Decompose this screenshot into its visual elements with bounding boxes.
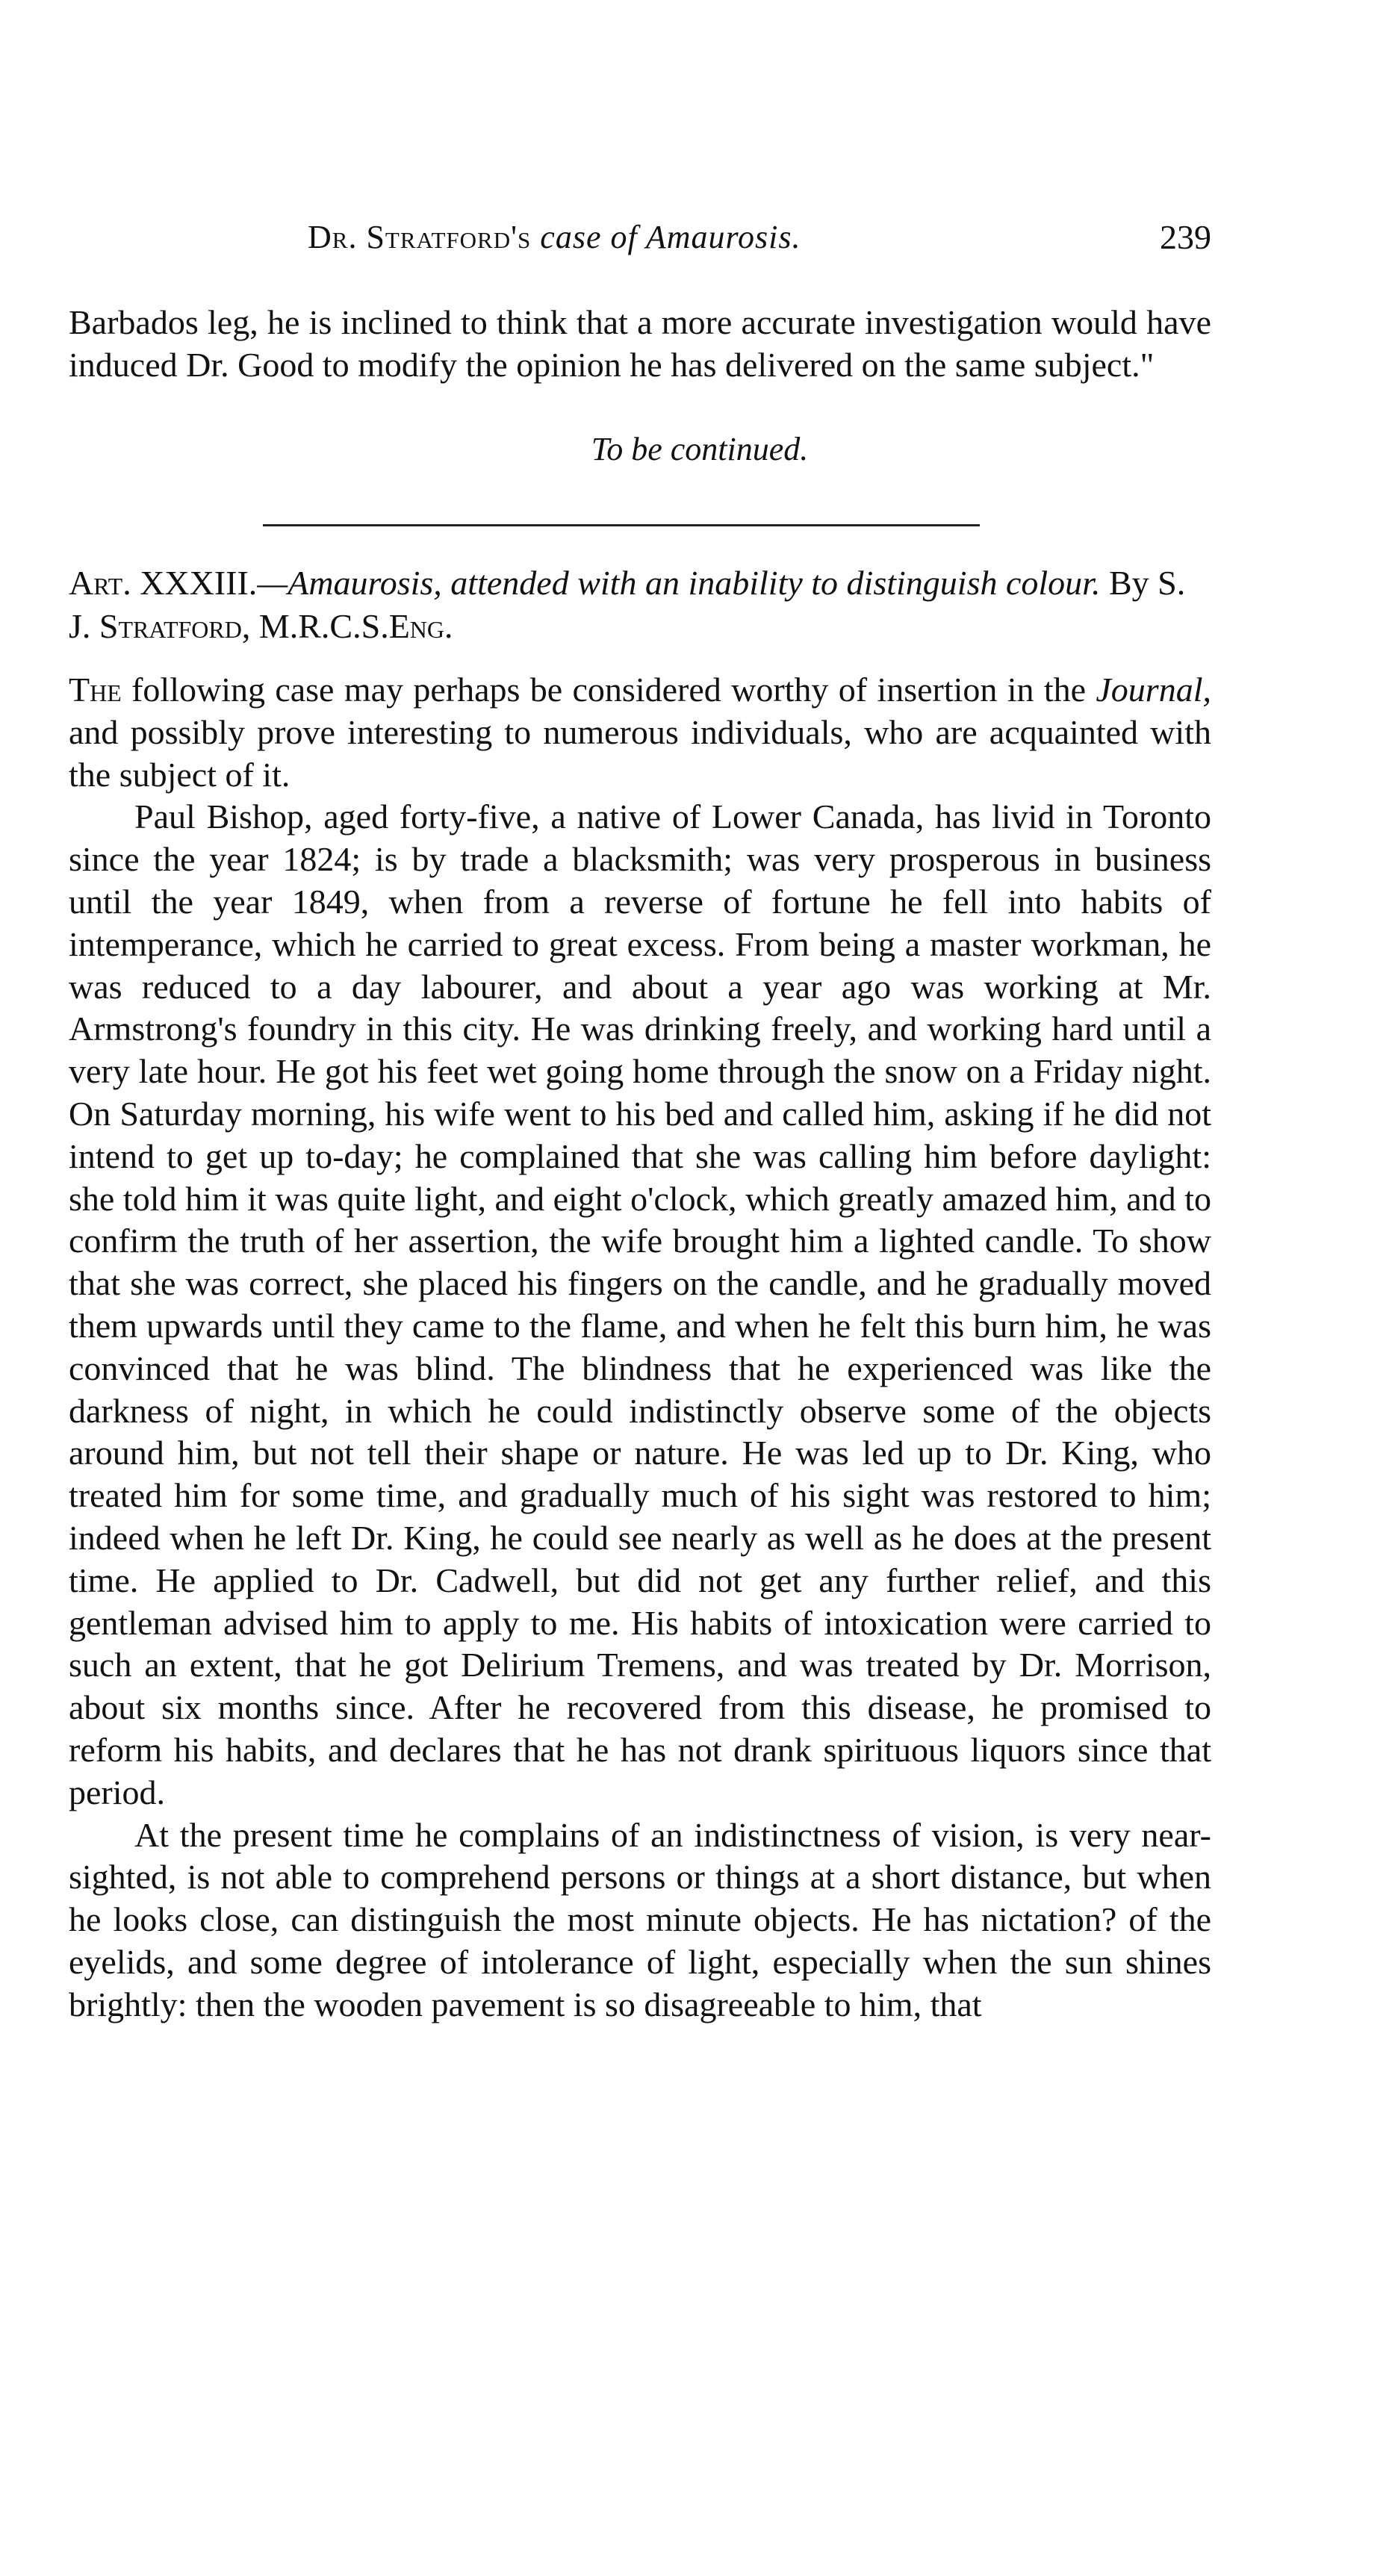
continued-note: [69, 427, 1211, 472]
running-title-name: Dr. Stratford's: [308, 219, 541, 255]
case-history-paragraph: Paul Bishop, aged forty-five, a native of Lower Canada, has livid in Toronto since the year 1824; is by trade a blacksmith; was very prosperous in business until the year 1849, when from a reverse of fortune he fell into habits of intemperance, which he carried to great excess. From being a master workman, he was reduced to a day labourer, and about a year ago was working at Mr. Armstrong's foundry in this city. He was drinking freely, and working hard until a very late hour. He got his feet wet going home through the snow on a Friday night. On Saturday morning, his wife went to his bed and called him, asking if he did not intend to get up to-day; he complained that she was calling him before daylight: she told him it was quite light, and eight o'clock, which greatly amazed him, and to confirm the truth of her assertion, the wife brought him a lighted candle. To show that she was correct, she placed his fingers on the candle, and he gradually moved them upwards until they came to the flame, and when he felt this burn him, he was convinced that he was blind. The blindness that he experienced was like the darkness of night, in which he could indistinctly observe some of the objects around him, but not tell their shape or nature. He was led up to Dr. King, who treated him for some time, and gradually much of his sight was restored to him; indeed when he left Dr. King, he could see nearly as well as he does at the present time. He applied to Dr. Cadwell, but did not get any further relief, and this gentleman advised him to apply to me. His habits of intoxication were carried to such an extent, that he got Delirium Tremens, and was treated by Dr. Morrison, about six months since. After he recovered from this disease, he promised to reform his habits, and declares that he has not drank spirituous liquors since that period.: [69, 797, 1211, 1811]
author-by: By: [1108, 564, 1158, 602]
present-condition-paragraph: At the present time he complains of an indistinctness of vision, is very near-sighted, is not able to comprehend persons or things at a short distance, but when he looks close, can distinguish the most minute objects. He has nictation? of the eyelids, and some degree of intolerance of light, especially when the sun shines brightly: then the wooden pavement is so disagreeable to him, that: [69, 1815, 1211, 2023]
intro-paragraph: [69, 669, 1211, 796]
intro-first-word: The: [69, 671, 122, 709]
continued-note-text: To be continued.: [591, 431, 809, 467]
article-heading: [69, 561, 1211, 648]
intro-journal-name: Journal,: [1096, 671, 1211, 709]
article-heading-line: [69, 561, 1211, 648]
intro-text-2: and possibly prove interesting to numerous individuals, who are acquainted with the subject of it.: [69, 712, 1211, 794]
article-author: S. J. Stratford, M.R.C.S.Eng.: [69, 564, 1186, 645]
running-title-italic: case of Amaurosis.: [540, 219, 801, 255]
page-number: 239: [1160, 218, 1211, 256]
intro-text-1: following case may perhaps be considered worthy of insertion in the: [121, 671, 1096, 709]
article-body: [69, 669, 1211, 2026]
previous-article-ending: [69, 302, 1211, 387]
article-title: —Amaurosis, attended with an inability to distinguish colour.: [257, 564, 1101, 602]
previous-article-text: Barbados leg, he is inclined to think that a more accurate investigation would have induced Dr. Good to modify the opinion he has delivered on the same subject.": [69, 303, 1211, 384]
running-head: [69, 215, 1211, 260]
running-title: [308, 215, 801, 260]
section-divider-rule: [263, 524, 980, 526]
article-number: Art. XXXIII.: [69, 564, 258, 602]
